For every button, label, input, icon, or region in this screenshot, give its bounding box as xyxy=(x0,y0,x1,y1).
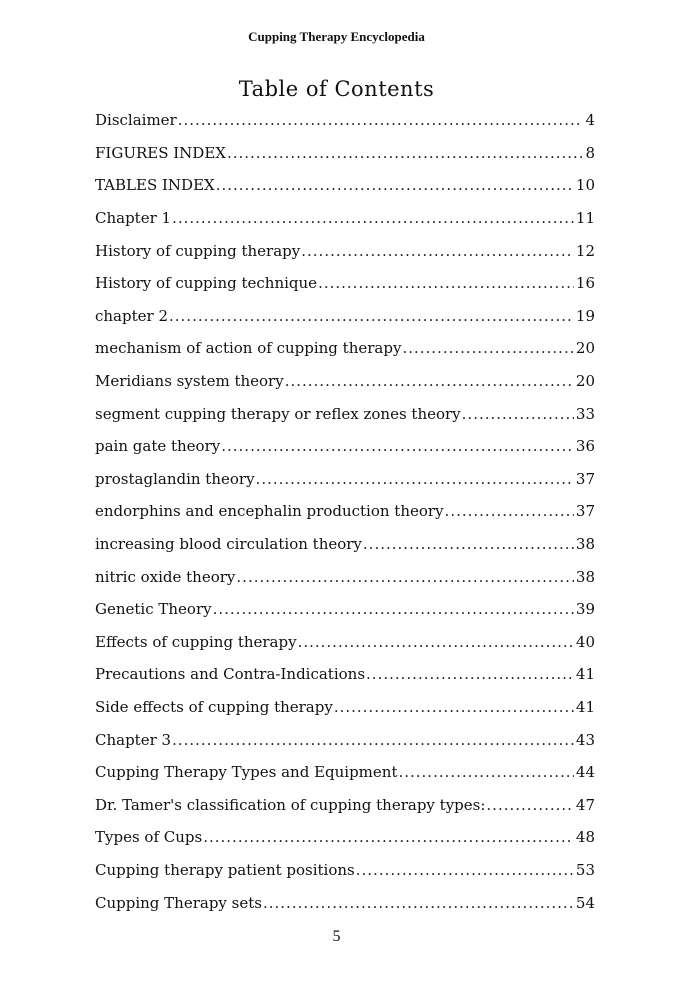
toc-entry-title: FIGURES INDEX xyxy=(95,143,226,162)
page-title: Table of Contents xyxy=(238,77,435,101)
toc-page-number: 20 xyxy=(575,372,595,391)
toc-entry-title: mechanism of action of cupping therapy xyxy=(95,339,402,358)
toc-page-number: 38 xyxy=(575,535,595,554)
toc-page-number: 41 xyxy=(575,697,595,716)
toc-entry[interactable] xyxy=(95,267,595,300)
toc-entry-title: Chapter 1 xyxy=(95,209,172,228)
toc-page-number: 4 xyxy=(585,111,595,130)
toc-entry[interactable] xyxy=(95,723,595,756)
toc-page-number: 54 xyxy=(575,893,595,912)
toc-entry[interactable] xyxy=(95,691,595,724)
toc-dot-leader xyxy=(301,242,574,260)
toc-entry[interactable] xyxy=(95,104,595,137)
toc-entry[interactable] xyxy=(95,854,595,887)
toc-entry[interactable] xyxy=(95,430,595,463)
toc-entry[interactable] xyxy=(95,234,595,267)
toc-page-number: 20 xyxy=(575,339,595,358)
toc-page-number: 8 xyxy=(585,143,595,162)
page-number: 5 xyxy=(332,928,341,945)
toc-entry[interactable] xyxy=(95,593,595,626)
toc-entry[interactable] xyxy=(95,397,595,430)
toc-entry-title: endorphins and encephalin production theory xyxy=(95,502,444,521)
toc-entry[interactable] xyxy=(95,137,595,170)
toc-entry[interactable] xyxy=(95,886,595,919)
toc-page-number: 53 xyxy=(575,860,595,879)
toc-dot-leader xyxy=(366,665,574,683)
toc-dot-leader xyxy=(445,502,574,520)
toc-page-number: 19 xyxy=(575,306,595,325)
toc-page-number: 11 xyxy=(575,209,595,228)
toc-page-number: 41 xyxy=(575,665,595,684)
toc-page-number: 40 xyxy=(575,632,595,651)
toc-entry-title: pain gate theory xyxy=(95,437,221,456)
toc-entry-title: Chapter 3 xyxy=(95,730,172,749)
toc-entry-title: Disclaimer xyxy=(95,111,177,130)
toc-dot-leader xyxy=(363,535,574,553)
toc-page-number: 12 xyxy=(575,241,595,260)
toc-entry-title: segment cupping therapy or reflex zones theory xyxy=(95,404,461,423)
toc-dot-leader xyxy=(356,861,574,879)
running-header: Cupping Therapy Encyclopedia xyxy=(248,29,425,44)
toc-page-number: 37 xyxy=(575,502,595,521)
toc-dot-leader xyxy=(398,763,573,781)
toc-dot-leader xyxy=(486,796,574,814)
toc-entry-title: History of cupping therapy xyxy=(95,241,301,260)
toc-page-number: 37 xyxy=(575,469,595,488)
toc-page-number: 48 xyxy=(575,828,595,847)
toc-dot-leader xyxy=(172,731,574,749)
toc-entry[interactable] xyxy=(95,169,595,202)
toc-entry-title: Side effects of cupping therapy xyxy=(95,697,333,716)
toc-list xyxy=(95,104,595,919)
toc-page-number: 16 xyxy=(575,274,595,293)
toc-page-number: 44 xyxy=(575,763,595,782)
toc-entry-title: History of cupping technique xyxy=(95,274,318,293)
toc-entry-title: Cupping Therapy sets xyxy=(95,893,262,912)
toc-entry[interactable] xyxy=(95,365,595,398)
toc-page-number: 10 xyxy=(575,176,595,195)
toc-entry-title: Types of Cups xyxy=(95,828,203,847)
toc-entry-title: prostaglandin theory xyxy=(95,469,255,488)
toc-entry-title: Cupping therapy patient positions xyxy=(95,860,355,879)
toc-dot-leader xyxy=(256,470,574,488)
toc-dot-leader xyxy=(203,828,574,846)
toc-entry-title: TABLES INDEX xyxy=(95,176,215,195)
toc-entry[interactable] xyxy=(95,821,595,854)
toc-entry[interactable] xyxy=(95,202,595,235)
toc-entry[interactable] xyxy=(95,495,595,528)
toc-page-number: 47 xyxy=(575,795,595,814)
toc-entry-title: Dr. Tamer's classification of cupping therapy types: xyxy=(95,795,486,814)
toc-dot-leader xyxy=(236,568,574,586)
toc-dot-leader xyxy=(227,144,584,162)
toc-dot-leader xyxy=(285,372,574,390)
toc-entry[interactable] xyxy=(95,332,595,365)
toc-dot-leader xyxy=(318,274,574,292)
toc-entry-title: chapter 2 xyxy=(95,306,168,325)
toc-entry-title: Effects of cupping therapy xyxy=(95,632,297,651)
toc-dot-leader xyxy=(298,633,574,651)
toc-dot-leader xyxy=(402,339,573,357)
toc-entry-title: Cupping Therapy Types and Equipment xyxy=(95,763,398,782)
toc-entry[interactable] xyxy=(95,463,595,496)
toc-entry-title: Genetic Theory xyxy=(95,600,212,619)
toc-dot-leader xyxy=(334,698,574,716)
toc-dot-leader xyxy=(263,894,574,912)
toc-entry[interactable] xyxy=(95,560,595,593)
toc-entry-title: nitric oxide theory xyxy=(95,567,236,586)
toc-dot-leader xyxy=(169,307,574,325)
toc-dot-leader xyxy=(216,176,574,194)
toc-dot-leader xyxy=(213,600,574,618)
toc-entry[interactable] xyxy=(95,528,595,561)
toc-entry[interactable] xyxy=(95,788,595,821)
toc-entry[interactable] xyxy=(95,300,595,333)
toc-dot-leader xyxy=(221,437,574,455)
toc-dot-leader xyxy=(178,111,584,129)
toc-page-number: 38 xyxy=(575,567,595,586)
toc-entry-title: Meridians system theory xyxy=(95,372,284,391)
toc-page-number: 33 xyxy=(575,404,595,423)
toc-entry-title: increasing blood circulation theory xyxy=(95,535,362,554)
toc-entry[interactable] xyxy=(95,626,595,659)
toc-entry[interactable] xyxy=(95,756,595,789)
toc-entry[interactable] xyxy=(95,658,595,691)
toc-dot-leader xyxy=(462,405,574,423)
toc-dot-leader xyxy=(172,209,574,227)
toc-page-number: 39 xyxy=(575,600,595,619)
toc-page-number: 36 xyxy=(575,437,595,456)
toc-entry-title: Precautions and Contra-Indications xyxy=(95,665,366,684)
toc-page-number: 43 xyxy=(575,730,595,749)
